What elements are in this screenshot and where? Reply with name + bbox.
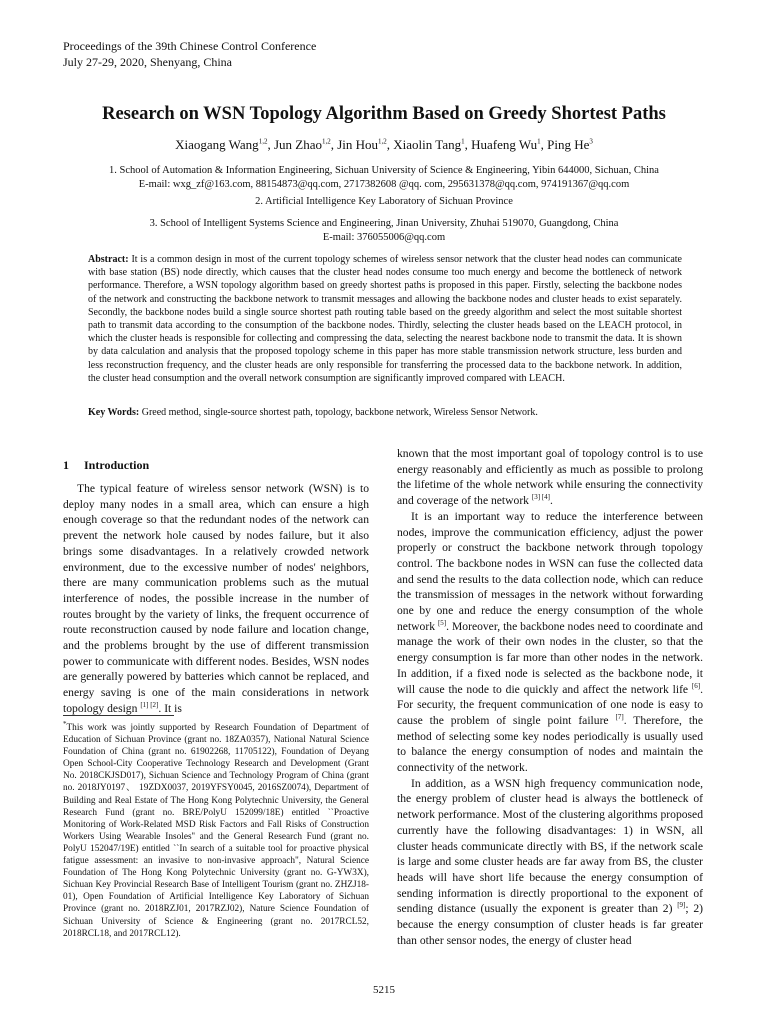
affiliation-3: 3. School of Intelligent Systems Science and Engineering, Jinan University, Zhuhai 519070, Guangdong, China E-mail: 376055006@qq.com [60,217,708,244]
page-number: 5215 [373,984,395,996]
keywords-label: Key Words: [88,407,140,418]
affiliation-2: 2. Artificial Intelligence Key Laboratory of Sichuan Province [255,196,513,207]
right-column [397,446,703,949]
affiliation-3-email: E-mail: 376055006@qq.com [322,231,446,243]
author: Huafeng Wu$^1$, [471,137,548,152]
conference-name: Proceedings of the 39th Chinese Control Conference [63,39,317,53]
affiliation-1: 1. School of Automation & Information Engineering, Sichuan University of Science & Engineering, Yibin 644000, Sichuan, China E-mail: wxg_zf@163.com, 88154873@qq.com, 2717382608 @qq. com, 295631378@qq.com, 974191367@qq.com [60,164,708,191]
footnote-divider [63,715,174,716]
footnote-mark: * [63,719,67,728]
author: Jin Hou$^{1,2}$, [337,137,394,152]
section-title: Introduction [84,458,150,472]
author: Xiaogang Wang$^{1,2}$, [175,137,274,152]
author: Xiaolin Tang$^1$, [393,137,472,152]
abstract [88,253,682,385]
footnote [63,719,369,940]
left-column [63,481,369,717]
section-number: 1 [63,458,69,472]
author-list [0,137,768,153]
abstract-text: It is a common design in most of the current topology schemes of wireless sensor network that the cluster head nodes can communicate with base station (BS) node directly, which causes that the cluster head nodes consume too much energy and become the bottleneck of network performance. Therefore, a WSN topology algorithm based on greedy shortest paths is proposed in this paper. Firstly, selecting the backbone nodes of the network and constructing the backbone network to transmit messages and allowing the backbone nodes and cluster heads to exist separately. Secondly, the backbone nodes build a single source shortest path routing table based on the greedy algorithm and select the most suitable shortest path to transmit data according to the consumption of the backbone nodes. Thirdly, selecting the cluster heads based on the LEACH protocol, in which the cluster heads is responsible for collecting and compressing the data, selecting the nearest backbone node to transmit the data. It is shown by data calculation and analysis that the proposed topology scheme in this paper has more stable transmission network structure, less burden and less reconstruction frequency, and the cluster heads are only responsible for transferring the processed data to the backbone network. In addition, the cluster head consumption and the overall network consumption are significantly improved compared with LEACH. [88,254,682,384]
paragraph: The typical feature of wireless sensor network (WSN) is to deploy many nodes in a small area, which can ensure a high enough coverage so that the redundant nodes of the network can prevent the network hole caused by nodes failure, but it also brings some disadvantages. In a relatively crowded network environment, due to the excessive number of nodes' neighbors, there are many communication problems such as the mutual interference of nodes, the possible increase in the number of routes brought by the variety of links, the frequent occurrence of route reconstruction caused by node failure and location change, and the problems brought by the use of different transmission power to communicate with different nodes. Besides, WSN nodes are generally powered by batteries which cannot be replaced, and energy saving is one of the main considerations in network topology design [1] [2]. It is [63,482,369,715]
abstract-label: Abstract: [88,254,129,265]
footnote-text: This work was jointly supported by Research Foundation of Department of Education of Sichuan Province (grant no. 18ZA0357), National Natural Science Foundation of China (grant no. 61902268, 11705122), Foundation of Deyang Open School-City Cooperative Technology Research and Development (Grant No. 2018CKJSD017), Sichuan Science and Technology Program of China (grant no. 2018JY0197、 19ZDX0037, 2019YFSY0045, 2016SZ0074), Department of Building and Real Estate of The Hong Kong Polytechnic University, the General Research Fund (grant no. BRE/PolyU 152099/18E) entitled ``Proactive Monitoring of Work-Related MSD Risk Factors and Fall Risks of Construction Workers Using Wearable Insoles'' and the General Research Fund (grant no. PolyU 152047/19E) entitled ``In search of a suitable tool for proactive physical fatigue assessment: an invasive to non-invasive approach", Natural Science Foundation of The Hong Kong Polytechnic University (grant no. G-YW3X), Sichuan Key Provincial Research Base of Intelligent Tourism (grant no. ZHZJ18-01), Open Foundation of Artificial Intelligence Key Laboratory of Sichuan Province (grant no. 2018RZJ01, 2017RZJ02), Nature Science Foundation of Sichuan University of Science & Engineering (grant no. 2017RCL52, 2018RCL18, and 2017RCL12). [63,723,369,939]
author: Jun Zhao$^{1,2}$, [273,137,338,152]
paragraph: It is an important way to reduce the interference between nodes, improve the communication efficiency, adjust the power properly or construct the backbone network through topology control. The backbone nodes in WSN can fuse the collected data and send the results to the data collection node, which can reduce the transmission of messages in the network without forwarding one by one and reduce the energy consumption of the whole network [5]. Moreover, the backbone nodes need to coordinate and manage the work of their own nodes in the cluster, so that the energy consumption is far more than other nodes in the network. In addition, if a fixed node is selected as the backbone node, it will cause the node to die quickly and affect the network life [6]. For security, the frequent communication of one node is easy to cause the problem of single point failure [7]. Therefore, the method of selecting some key nodes periodically is usually used to balance the energy consumption of nodes and maintain the connectivity of the network. [397,509,703,775]
section-heading [63,458,149,473]
author: Ping He$^3$ [547,137,593,152]
paragraph: In addition, as a WSN high frequency communication node, the energy problem of cluster head is always the bottleneck of network performance. Most of the clustering algorithms proposed currently have the following disadvantages: 1) in WSN, all cluster heads communicate directly with BS, if the network scale is large and some cluster heads are far away from BS, the cluster heads will have short life because the energy consumption of sending information is directly proportional to the exponent of sending distance (usually the exponent is greater than 2) [9]; 2) because the energy consumption of cluster heads is far greater than other sensor nodes, the energy of cluster head [397,776,703,947]
paragraph: known that the most important goal of topology control is to use energy reasonably and efficiently as much as possible to prolong the lifetime of the whole network while ensuring the connectivity and coverage of the network [3] [4]. [397,447,703,508]
keywords [88,407,682,418]
affiliation-1-email: E-mail: wxg_zf@163.com, 88154873@qq.com, 2717382608 @qq. com, 295631378@qq.com, 974191367@qq.com [138,178,630,190]
keywords-text: Greed method, single-source shortest path, topology, backbone network, Wireless Sensor Network. [141,407,538,418]
conference-header [63,38,316,70]
conference-date: July 27-29, 2020, Shenyang, China [63,55,232,69]
paper-title: Research on WSN Topology Algorithm Based on Greedy Shortest Paths [102,104,666,124]
